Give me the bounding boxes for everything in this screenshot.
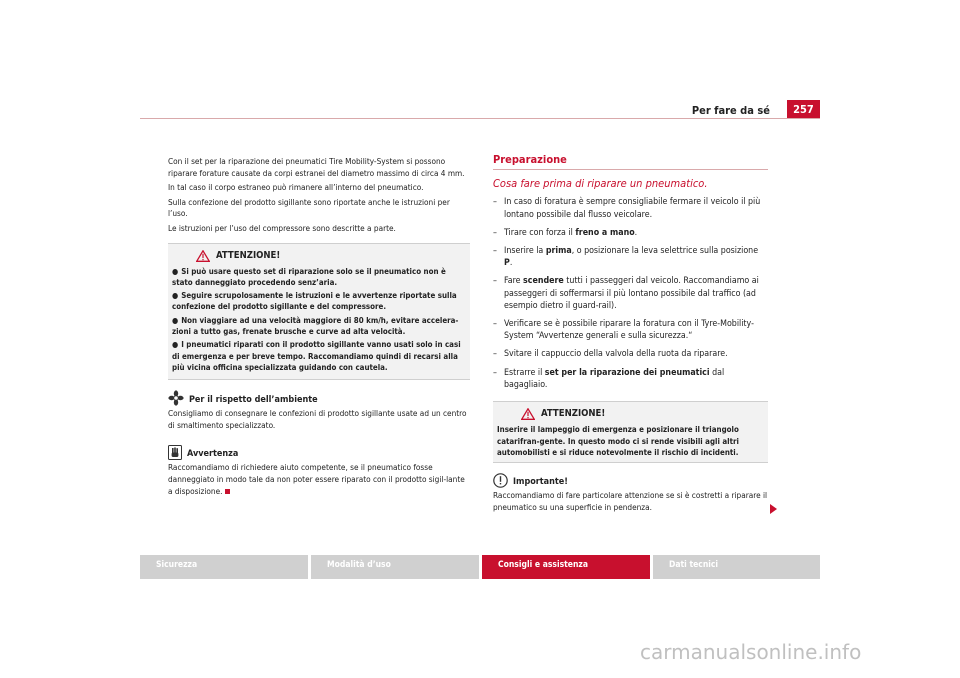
step-item: – Tirare con forza il freno a mano.: [493, 227, 638, 238]
dash-icon: –: [493, 319, 497, 330]
bullet-icon: ●: [172, 315, 179, 325]
warning-box-left: [168, 243, 470, 381]
intro-paragraph-4: Le istruzioni per l’uso del compressore sono descritte a parte.: [168, 222, 396, 233]
tab-sicurezza[interactable]: Sicurezza: [140, 555, 308, 579]
end-of-section-icon: [225, 489, 230, 494]
dash-icon: –: [493, 246, 497, 257]
warning-text: Inserire il lampeggio di emergenza e posizionare il triangolo catarifran-gente. In questo modo ci si rende visibili agli altri automobilisti e si riduce notevolmente il rischio di incidenti.: [497, 425, 739, 457]
step-item: – Fare scendere tutti i passeggeri dal veicolo. Raccomandiamo ai passeggeri di soffermarsi il più lontano possibile dal traffico (ad esempio dietro il guard-rail).: [493, 276, 759, 311]
environment-text: Consigliamo di consegnare le confezioni di prodotto sigillante usate ad un centro di smaltimento specializzato.: [168, 408, 467, 430]
notice-text: Raccomandiamo di richiedere aiuto competente, se il pneumatico fosse danneggiato in modo tale da non poter essere riparato con il prodotto sigil-lante a disposizione.: [168, 462, 465, 496]
notice-note: [168, 445, 470, 497]
dash-icon: –: [493, 197, 497, 208]
notice-title: Avvertenza: [187, 448, 239, 459]
warning-title: ATTENZIONE!: [541, 408, 606, 420]
running-header-title: Per fare da sé: [691, 104, 770, 117]
bullet-icon: ●: [172, 266, 179, 276]
step-item: – Estrarre il set per la riparazione dei pneumatici dal bagagliaio.: [493, 367, 725, 390]
tab-dati-tecnici[interactable]: Dati tecnici: [653, 555, 820, 579]
section-title: Preparazione: [493, 154, 768, 170]
environment-note: [168, 390, 470, 431]
intro-paragraph-3: Sulla confezione del prodotto sigillante sono riportate anche le istruzioni per l’uso.: [168, 196, 450, 219]
warning-item: ● Si può usare questo set di riparazione solo se il pneumatico non è stato danneggiato procedendo senz’aria.: [172, 266, 446, 287]
environment-title: Per il rispetto dell’ambiente: [189, 394, 318, 405]
watermark: carmanualsonline.info: [640, 640, 862, 664]
dash-icon: –: [493, 227, 497, 238]
notice-header: [168, 445, 470, 460]
step-item: – Verificare se è possibile riparare la foratura con il Tyre-Mobility-System “Avvertenze generali e sulla sicurezza.“: [493, 319, 754, 342]
step-item: – Inserire la prima, o posizionare la leva selettrice sulla posizione P.: [493, 246, 759, 269]
intro-paragraph-1: Con il set per la riparazione dei pneumatici Tire Mobility-System si possono riparare forature causate da corpi estranei del diametro massimo di circa 4 mm.: [168, 156, 465, 178]
dash-icon: –: [493, 276, 497, 287]
important-title: Importante!: [513, 476, 568, 487]
section-subtitle: Cosa fare prima di riparare un pneumatico.: [493, 177, 708, 191]
tab-consigli-assistenza[interactable]: Consigli e assistenza: [482, 555, 650, 579]
warning-header: [493, 402, 768, 420]
warning-triangle-icon: [521, 408, 535, 420]
step-item: – In caso di foratura è sempre consigliabile fermare il veicolo il più lontano possibile dal flusso veicolare.: [493, 197, 761, 220]
important-header: [493, 473, 768, 488]
intro-paragraph-2: In tal caso il corpo estraneo può rimanere all’interno del pneumatico.: [168, 182, 424, 193]
notice-text-block: [168, 462, 470, 497]
right-column: [493, 154, 768, 513]
tab-modalita-uso[interactable]: Modalità d’uso: [311, 555, 479, 579]
warning-item: ● Non viaggiare ad una velocità maggiore di 80 km/h, evitare accelera-zioni a tutto gas, frenate brusche e curve ad alta velocità.: [172, 315, 459, 337]
warning-title: ATTENZIONE!: [216, 249, 281, 261]
dash-icon: –: [493, 367, 497, 378]
left-column: [168, 156, 470, 497]
bullet-icon: ●: [172, 340, 179, 350]
step-item: – Svitare il cappuccio della valvola della ruota da riparare.: [493, 349, 728, 360]
warning-item: ● I pneumatici riparati con il prodotto sigillante vanno usati solo in casi di emergenza e per breve tempo. Raccomandiamo quindi di recarsi alla più vicina officina specializzata guidando con cautela.: [172, 340, 461, 372]
warning-item: ● Seguire scrupolosamente le istruzioni e le avvertenze riportate sulla confezione del prodotto sigillante e del compressore.: [172, 291, 457, 312]
warning-list: [168, 262, 470, 380]
dash-icon: –: [493, 349, 497, 360]
header-rule: [140, 118, 820, 119]
important-text: Raccomandiamo di fare particolare attenzione se si è costretti a riparare il pneumatico su una superficie in pendenza.: [493, 490, 768, 512]
warning-header: [168, 244, 470, 262]
important-note: [493, 473, 768, 513]
environment-header: [168, 390, 470, 406]
continue-arrow-icon: [770, 504, 777, 514]
flower-icon: [168, 390, 184, 406]
info-hand-icon: [168, 445, 182, 460]
warning-box-right: [493, 401, 768, 463]
warning-triangle-icon: [196, 250, 210, 262]
page-number: 257: [787, 100, 820, 119]
bullet-icon: ●: [172, 291, 179, 301]
exclamation-circle-icon: [493, 473, 508, 488]
